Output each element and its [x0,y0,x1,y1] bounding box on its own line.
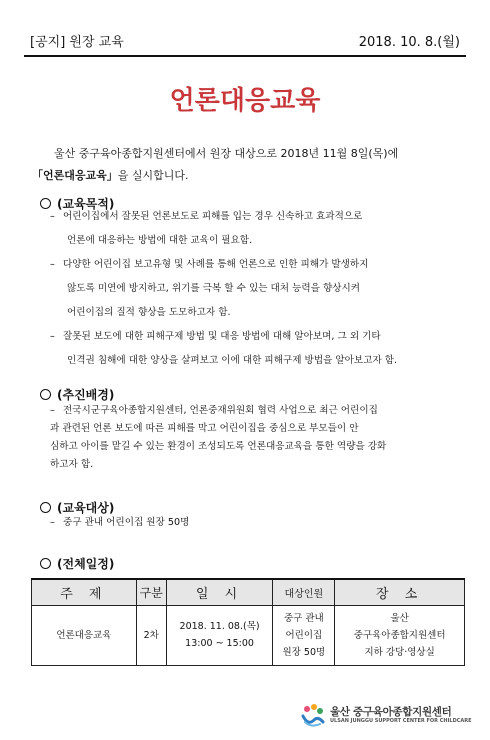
logo-subtext: ULSAN JUNGGU SUPPORT CENTER FOR CHILDCARE [330,718,472,724]
intro-line-2-rest: 을 실시합니다. [117,169,189,182]
column-header-place: 장 소 [335,579,465,605]
list-item: – 어린이집에서 잘못된 언론보도로 피해를 입는 경우 신속하고 효과적으로 언론에 대응하는 방법에 대한 교육이 필요함. [50,211,363,246]
intro-line-1: 울산 중구육아종합지원센터에서 원장 대상으로 2018년 11월 8일(목)에 [54,147,399,160]
section-heading-background: (추진배경) [40,386,114,403]
cell-round: 2차 [136,605,166,665]
center-logo [300,702,470,728]
background-list [50,402,465,474]
circle-bullet-icon [40,558,51,569]
section-heading-schedule: (전체일정) [40,555,114,572]
circle-bullet-icon [40,389,51,400]
cell-target: 중구 관내 어린이집 원장 50명 [273,605,335,665]
cell-place: 울산 중구육아종합지원센터 지하 강당·영상실 [335,605,465,665]
intro-program-name: 「언론대응교육」 [32,169,118,182]
page-title: 언론대응교육 [169,86,321,116]
cell-topic: 언론대응교육 [32,605,137,665]
list-item: – 전국시군구육아종합지원센터, 언론중재위원회 협력 사업으로 최근 어린이집 [50,405,378,416]
purpose-list [50,205,465,373]
header-divider [24,55,466,57]
notice-category: [공지] 원장 교육 [30,35,124,50]
table-header-row [32,579,465,605]
childcare-center-logo-icon [300,702,326,728]
schedule-table [31,578,465,666]
list-item-continuation: 심하고 아이를 맡길 수 있는 환경이 조성되도록 언론대응교육을 통한 역량을 강화 [50,441,387,452]
list-item-continuation: 하고자 함. [50,459,94,470]
intro-paragraph [32,143,462,187]
column-header-topic: 주 제 [32,579,137,605]
section-heading-target: (교육대상) [40,499,114,516]
notice-date: 2018. 10. 8.(월) [358,35,460,50]
logo-text: 울산 중구육아종합지원센터 [330,706,452,718]
target-list [50,514,465,532]
list-item: – 중구 관내 어린이집 원장 50명 [50,517,190,528]
section-heading-purpose: (교육목적) [40,195,114,212]
cell-datetime: 2018. 11. 08.(목) 13:00 ~ 15:00 [166,605,273,665]
list-item: – 잘못된 보도에 대한 피해구제 방법 및 대응 방법에 대해 알아보며, 그 외 기타 인격권 침해에 대한 양상을 살펴보고 이에 대한 피해구제 방법을 알아보고자 함. [50,331,398,366]
table-row [32,605,465,665]
intro-line-2 [32,165,462,187]
list-item-continuation: 과 관련된 언론 보도에 따른 피해를 막고 어린이집을 중심으로 부모들이 안 [50,423,359,434]
column-header-round: 구분 [136,579,166,605]
column-header-target: 대상인원 [273,579,335,605]
column-header-datetime: 일 시 [166,579,273,605]
list-item: – 다양한 어린이집 보고유형 및 사례를 통해 언론으로 인한 피해가 발생하지 않도록 미연에 방지하고, 위기를 극복 할 수 있는 대처 능력을 향상시켜 어린이집의 질적 향상을 도모하고자 함. [50,259,369,318]
circle-bullet-icon [40,502,51,513]
